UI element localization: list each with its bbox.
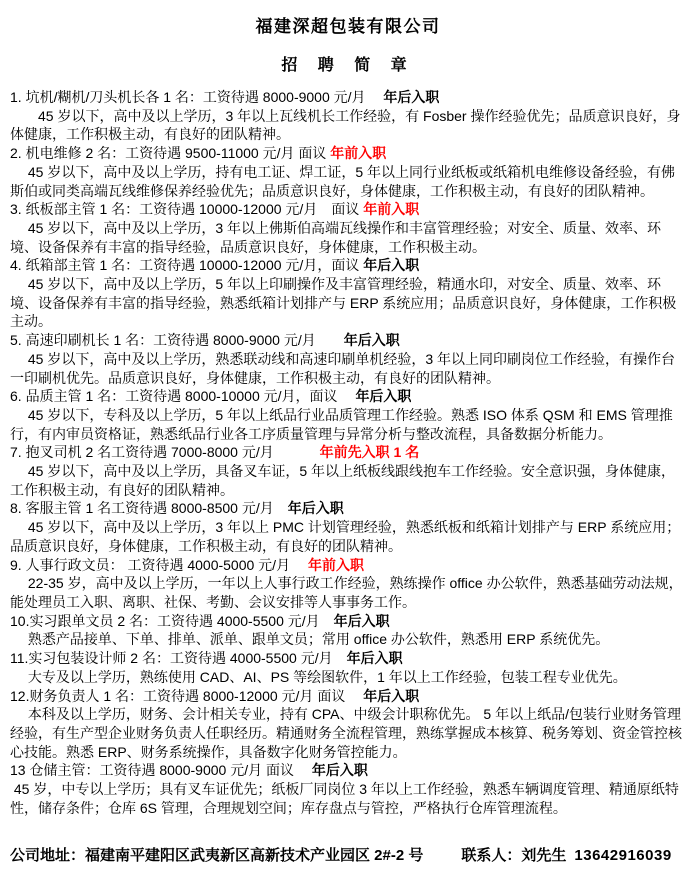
job-status: 年前入职	[363, 201, 420, 218]
job-status: 年后入职	[355, 388, 412, 405]
company-title: 福建深超包装有限公司	[255, 17, 441, 36]
job-heading	[10, 687, 686, 706]
job-item	[10, 88, 686, 144]
job-title-text: 1. 坑机/糊机/刀头机长各 1 名：工资待遇 8000-9000 元/月	[10, 89, 384, 105]
job-detail: 45 岁以下，高中及以上学历，熟悉联动线和高速印刷单机经验，3 年以上同印刷岗位工作经验，有操作台一印刷机优先。品质意识良好，身体健康，工作积极主动，有良好的团队精神。	[10, 350, 676, 386]
job-detail: 45 岁，中专以上学历；具有叉车证优先；纸板厂同岗位 3 年以上工作经验，熟悉车辆调度管理、精通原纸特性，储存条件；仓库 6S 管理，合理规划空间；库存盘点与管控，严格执行仓库管理流程。	[10, 781, 679, 816]
job-heading	[10, 331, 686, 350]
job-heading	[10, 256, 686, 275]
job-item	[10, 499, 686, 555]
job-detail: 45 岁以下，高中及以上学历，3 年以上瓦线机长工作经验，有 Fosber 操作经验优先；品质意识良好，身体健康，工作积极主动，有良好的团队精神。	[10, 107, 681, 143]
job-heading	[10, 200, 686, 219]
job-title-text: 5. 高速印刷机长 1 名：工资待遇 8000-9000 元/月	[10, 332, 344, 349]
job-heading	[10, 761, 686, 780]
job-title-text: 13 仓储主管：工资待遇 8000-9000 元/月 面议	[10, 762, 312, 779]
job-title-text: 10.实习跟单文员 2 名：工资待遇 4000-5500 元/月	[10, 612, 334, 629]
job-status: 年后入职	[333, 612, 390, 629]
job-status: 年后入职	[287, 500, 344, 517]
job-item	[10, 387, 686, 443]
job-status: 年前先入职 1 名	[319, 444, 420, 461]
job-title-text: 8. 客服主管 1 名工资待遇 8000-8500 元/月	[10, 500, 288, 517]
job-status: 年后入职	[346, 650, 403, 667]
job-item	[10, 687, 686, 762]
job-item	[10, 761, 686, 817]
job-heading	[10, 556, 686, 575]
job-item	[10, 200, 686, 256]
job-status: 年后入职	[363, 257, 420, 274]
job-item	[10, 556, 686, 612]
job-detail: 45 岁以下，高中及以上学历，持有电工证、焊工证，5 年以上同行业纸板或纸箱机电维修设备经验，有佛斯伯或同类高端瓦线维修保养经验优先；品质意识良好，身体健康，工作积极主动，有良好的团队精神。	[10, 163, 676, 199]
job-detail: 45 岁以下，高中及以上学历，3 年以上佛斯伯高端瓦线操作和丰富管理经验；对安全、质量、效率、环境、设备保养有丰富的指导经验，品质意识良好，身体健康，工作积极主动。	[10, 219, 662, 255]
job-status: 年后入职	[383, 89, 440, 105]
job-detail: 45 岁以下，高中及以上学历，5 年以上印刷操作及丰富管理经验，精通水印，对安全、质量、效率、环境、设备保养有丰富的指导经验，熟悉纸箱计划排产与 ERP 系统应用；品质意识良好，身体健康，工作积极主动。	[10, 276, 677, 330]
job-item	[10, 144, 686, 200]
job-detail: 大专及以上学历，熟练使用 CAD、AI、PS 等绘图软件，1 年以上工作经验，包装工程专业优先。	[10, 668, 627, 685]
contact-person: 联系人：刘先生	[461, 847, 567, 865]
job-item	[10, 443, 686, 499]
contact-phone: 13642916039	[574, 847, 672, 865]
job-status: 年后入职	[311, 762, 368, 779]
job-title-text: 4. 纸箱部主管 1 名：工资待遇 10000-12000 元/月，面议	[10, 257, 364, 274]
job-heading	[10, 88, 686, 107]
job-title-text: 3. 纸板部主管 1 名：工资待遇 10000-12000 元/月 面议	[10, 201, 364, 218]
job-list	[10, 88, 686, 817]
job-title-text: 11.实习包装设计师 2 名：工资待遇 4000-5500 元/月	[10, 650, 347, 667]
job-item	[10, 256, 686, 331]
company-address: 公司地址：福建南平建阳区武夷新区高新技术产业园区 2#-2 号	[10, 847, 424, 865]
job-status: 年后入职	[363, 687, 420, 704]
job-detail: 45 岁以下，专科及以上学历，5 年以上纸品行业品质管理工作经验。熟悉 ISO 体系 QSM 和 EMS 管理推行，有内审员资格证，熟悉纸品行业各工序质量管理与异常分析与整改流程，具备数据分析能力。	[10, 406, 673, 442]
job-heading	[10, 387, 686, 406]
job-status: 年后入职	[343, 332, 400, 349]
job-heading	[10, 443, 686, 462]
job-status: 年前入职	[330, 145, 387, 162]
job-detail: 22-35 岁，高中及以上学历，一年以上人事行政工作经验，熟练操作 office 办公软件，熟悉基础劳动法规，能处理员工入职、离职、社保、考勤、会议安排等人事事务工作。	[10, 575, 683, 610]
footer	[10, 844, 686, 865]
job-item	[10, 612, 686, 649]
job-title-text: 2. 机电维修 2 名：工资待遇 9500-11000 元/月 面议	[10, 145, 331, 162]
job-title-text: 7. 抱叉司机 2 名工资待遇 7000-8000 元/月	[10, 444, 320, 461]
job-detail: 本科及以上学历，财务、会计相关专业，持有 CPA、中级会计职称优先。 5 年以上纸品/包装行业财务管理经验，有生产型企业财务负责人任职经历。精通财务全流程管理，熟练掌握成本核算、税务筹划、资金管控核心技能。熟悉 ERP、财务系统操作，具备数字化财务管控能力。	[10, 706, 682, 760]
job-detail: 熟悉产品接单、下单、排单、派单、跟单文员；常用 office 办公软件，熟悉用 ERP 系统优先。	[10, 631, 610, 648]
doc-title: 招 聘 简 章	[281, 57, 415, 74]
job-title-text: 6. 品质主管 1 名：工资待遇 8000-10000 元/月，面议	[10, 388, 356, 405]
job-title-text: 12.财务负责人 1 名：工资待遇 8000-12000 元/月 面议	[10, 687, 364, 704]
job-item	[10, 331, 686, 387]
job-heading	[10, 612, 686, 631]
job-title-text: 9. 人事行政文员： 工资待遇 4000-5000 元/月	[10, 556, 308, 573]
job-heading	[10, 144, 686, 163]
job-item	[10, 649, 686, 686]
job-detail: 45 岁以下，高中及以上学历，3 年以上 PMC 计划管理经验，熟悉纸板和纸箱计划排产与 ERP 系统应用；品质意识良好，身体健康，工作积极主动，有良好的团队精神。	[10, 519, 681, 554]
job-heading	[10, 499, 686, 518]
job-status: 年前入职	[307, 556, 364, 573]
job-detail: 45 岁以下，高中及以上学历，具备叉车证，5 年以上纸板线跟线抱车工作经验。安全意识强，身体健康，工作积极主动，有良好的团队精神。	[10, 463, 676, 498]
job-heading	[10, 649, 686, 668]
